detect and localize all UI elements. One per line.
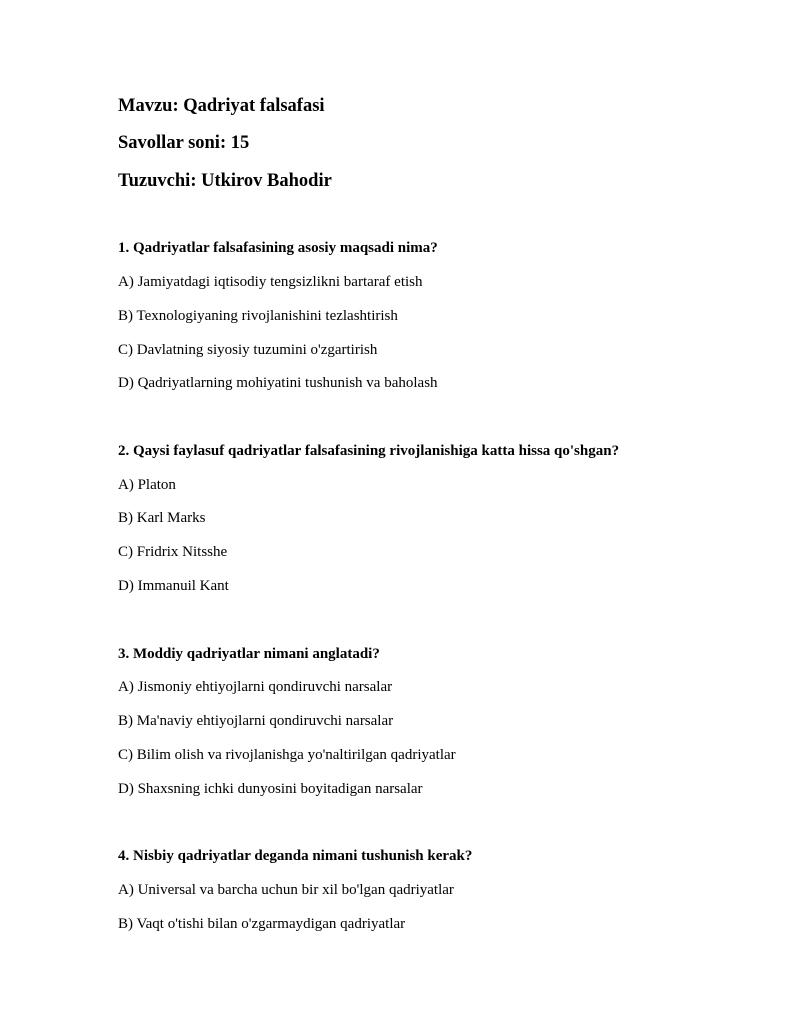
topic-line: Mavzu: Qadriyat falsafasi [118,96,325,116]
q1-option-a: A) Jamiyatdagi iqtisodiy tengsizlikni bartaraf etish [118,274,423,290]
q1-option-c: C) Davlatning siyosiy tuzumini o'zgartirish [118,342,378,358]
q3-option-b: B) Ma'naviy ehtiyojlarni qondiruvchi narsalar [118,713,394,729]
q2-option-d: D) Immanuil Kant [118,578,229,594]
q3-option-c: C) Bilim olish va rivojlanishga yo'naltirilgan qadriyatlar [118,747,456,763]
author-line: Tuzuvchi: Utkirov Bahodir [118,171,332,191]
q3-option-a: A) Jismoniy ehtiyojlarni qondiruvchi narsalar [118,679,393,695]
q4-option-a: A) Universal va barcha uchun bir xil bo'lgan qadriyatlar [118,882,454,898]
q2-option-b: B) Karl Marks [118,510,206,526]
question-2: 2. Qaysi faylasuf qadriyatlar falsafasining rivojlanishiga katta hissa qo'shgan? [118,443,620,459]
question-count-line: Savollar soni: 15 [118,133,250,153]
question-4: 4. Nisbiy qadriyatlar deganda nimani tushunish kerak? [118,848,473,864]
question-3: 3. Moddiy qadriyatlar nimani anglatadi? [118,646,380,662]
q2-option-c: C) Fridrix Nitsshe [118,544,228,560]
q2-option-a: A) Platon [118,477,176,493]
q3-option-d: D) Shaxsning ichki dunyosini boyitadigan narsalar [118,781,423,797]
q4-option-b: B) Vaqt o'tishi bilan o'zgarmaydigan qadriyatlar [118,916,406,932]
q1-option-b: B) Texnologiyaning rivojlanishini tezlashtirish [118,308,398,324]
question-1: 1. Qadriyatlar falsafasining asosiy maqsadi nima? [118,240,438,256]
q1-option-d: D) Qadriyatlarning mohiyatini tushunish va baholash [118,375,438,391]
